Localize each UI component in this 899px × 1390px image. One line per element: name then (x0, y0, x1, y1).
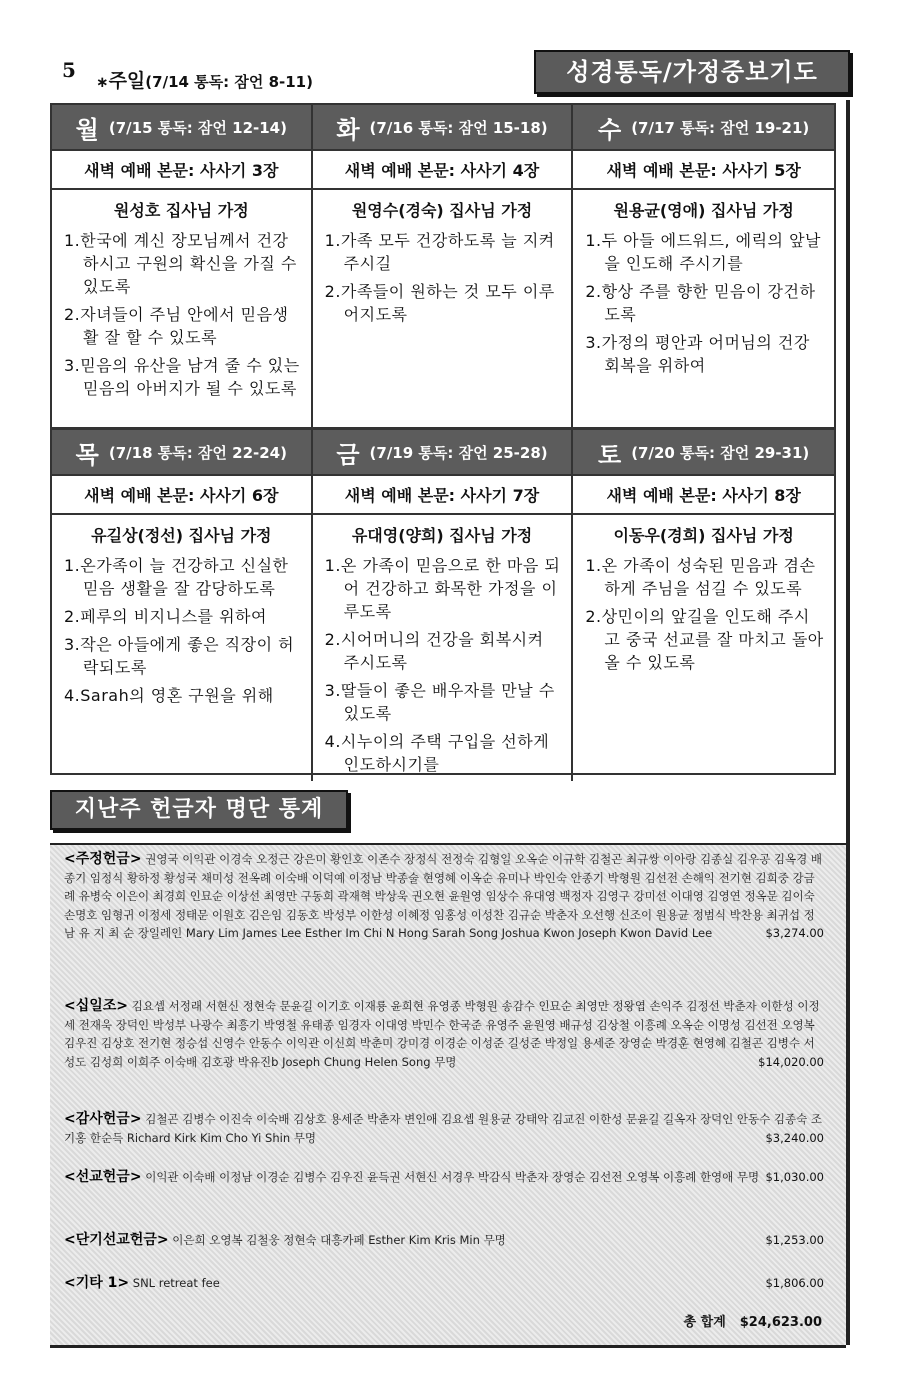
prayer-list (573, 554, 834, 679)
offering-group (64, 850, 824, 943)
total-label: 총 합계 (683, 1315, 726, 1330)
day-cell-sat (573, 430, 834, 781)
prayer-item: 2.항상 주를 향한 믿음이 강건하도록 (585, 282, 816, 324)
day-header (52, 105, 311, 149)
day-reading: (7/16 통독: 잠언 15-18) (369, 118, 548, 137)
offering-names: 권영국 이익관 이경숙 오정근 강은미 황인호 이존수 장정식 전정숙 김형일 오옥순 이규학 김철곤 최규쌍 이아랑 김종실 김우공 김옥경 배종기 임정식 황하정 황성국 채미성 전옥례 이숙배 이덕예 이정남 박종술 현영혜 이옥순 유미나 박인숙 안종기 박형원 김선전 손해익 전기현 김희중 강금례 유병숙 이은이 최경희 인묘순 이상선 최영만 구동희 곽재혁 박상욱 권오현 윤원영 임상수 유대영 백정자 김영구 강미선 이대영 김영연 정옥문 김이숙 손명호 임형귀 이정세 정태문 이원호 김은임 김동호 박성부 이한성 이혜정 임홍성 이성찬 김규순 박춘자 오선행 신조이 원용균 정범식 박찬용 최귀섭 정 남 유 지 최 순 장일레인 Mary Lim James Lee Esther Im Chi N Hong Sarah Song Joshua Kwon Joseph Kwon David Lee (64, 852, 823, 941)
sunday-label: 주일 (108, 70, 146, 92)
offering-list (50, 843, 846, 1348)
prayer-list (313, 554, 572, 781)
offering-names: 김요셉 서정래 서현신 정현숙 문윤길 이기호 이재룡 윤희현 유영종 박형원 송감수 인묘순 최영만 정왕엽 손익주 김정선 박춘자 이한성 이정세 전재욱 장덕인 박성부 나광수 최흥기 박영철 유태종 임경자 이대영 박민수 한국준 유영주 윤원영 배규성 김상철 이흥례 오옥순 이명성 김선전 오영복 김우진 김상호 전기현 정승섭 신영수 안동수 이익관 이신희 박춘미 강미경 이경순 이성준 길성준 박정일 용세준 장영순 박경훈 현영혜 김철곤 김병수 서성도 김성희 이희주 이숙배 김호광 박유진b Joseph Chung Helen Song 무명 (64, 999, 820, 1069)
prayer-item: 1.온가족이 늘 건강하고 신실한 믿음 생활을 잘 감당하도록 (64, 556, 289, 598)
prayer-item: 2.페루의 비지니스를 위하여 (64, 607, 267, 626)
prayer-item: 1.가족 모두 건강하도록 늘 지켜 주시길 (324, 231, 555, 273)
offering-label: <선교헌금> (64, 1169, 142, 1185)
offering-group (64, 1231, 824, 1250)
offering-names: SNL retreat fee (132, 1276, 220, 1290)
prayer-item: 3.믿음의 유산을 남겨 줄 수 있는 믿음의 아버지가 될 수 있도록 (64, 356, 300, 398)
dawn-passage: 새벽 예배 본문: 사사기 7장 (313, 474, 572, 515)
day-name: 목 (75, 440, 99, 469)
prayer-item: 4.Sarah의 영혼 구원을 위해 (64, 686, 274, 705)
offering-title: 지난주 헌금자 명단 통계 (50, 790, 348, 830)
day-name: 토 (598, 440, 622, 469)
family-name: 원성호 집사님 가정 (113, 201, 249, 220)
offering-group (64, 1168, 824, 1187)
day-header (573, 105, 834, 149)
family-name: 유대영(양희) 집사님 가정 (351, 526, 533, 545)
dawn-passage: 새벽 예배 본문: 사사기 3장 (52, 149, 311, 190)
prayer-list (52, 229, 311, 405)
day-cell-thu (52, 430, 313, 781)
day-name: 수 (598, 115, 622, 144)
offering-total (684, 1311, 822, 1330)
prayer-item: 1.두 아들 에드워드, 에릭의 앞날을 인도해 주시기를 (585, 231, 821, 273)
offering-label: <주정헌금> (64, 851, 142, 867)
section-title: 성경통독/가정중보기도 (534, 50, 850, 94)
bullet-icon: ∗ (96, 73, 109, 91)
prayer-item: 2.상민이의 앞길을 인도해 주시고 중국 선교를 잘 마치고 돌아올 수 있도록 (585, 607, 824, 672)
dawn-passage: 새벽 예배 본문: 사사기 4장 (313, 149, 572, 190)
prayer-list (313, 229, 572, 331)
day-reading: (7/20 통독: 잠언 29-31) (631, 443, 810, 462)
prayer-list (52, 554, 311, 712)
dawn-passage: 새벽 예배 본문: 사사기 8장 (573, 474, 834, 515)
prayer-list (573, 229, 834, 382)
dawn-passage: 새벽 예배 본문: 사사기 6장 (52, 474, 311, 515)
prayer-item: 4.시누이의 주택 구입을 선하게 인도하시기를 (324, 732, 550, 774)
day-reading: (7/19 통독: 잠언 25-28) (369, 443, 548, 462)
day-header (313, 105, 572, 149)
prayer-item: 3.가정의 평안과 어머님의 건강회복을 위하여 (585, 333, 810, 375)
day-cell-tue (313, 105, 574, 430)
prayer-item: 2.자녀들이 주님 안에서 믿음생활 잘 할 수 있도록 (64, 305, 289, 347)
family-name: 원영수(경숙) 집사님 가정 (351, 201, 533, 220)
prayer-item: 2.시어머니의 건강을 회복시켜 주시도록 (324, 630, 544, 672)
day-name: 화 (336, 115, 360, 144)
prayer-item: 3.작은 아들에게 좋은 직장이 허락되도록 (64, 635, 295, 677)
offering-label: <기타 1> (64, 1275, 130, 1291)
prayer-grid (50, 103, 836, 775)
day-cell-mon (52, 105, 313, 430)
prayer-item: 1.온 가족이 성숙된 믿음과 겸손하게 주님을 섬길 수 있도록 (585, 556, 816, 598)
offering-names: 이은희 오영복 김철웅 정현숙 대흥카페 Esther Kim Kris Min 무명 (172, 1233, 506, 1247)
offering-names: 김철곤 김병수 이진숙 이숙배 김상호 용세준 박춘자 변인애 김요셉 원용균 강태악 김교진 이한성 문윤길 길옥자 장덕인 안동수 김종숙 조기홍 한순득 Richard Kirk Kim Cho Yi Shin 무명 (64, 1112, 823, 1145)
day-reading: (7/15 통독: 잠언 12-14) (108, 118, 287, 137)
offering-amount: $3,274.00 (765, 926, 824, 941)
total-amount: $24,623.00 (739, 1315, 822, 1330)
offering-label: <단기선교헌금> (64, 1232, 169, 1248)
day-header (573, 430, 834, 474)
prayer-item: 1.온 가족이 믿음으로 한 마음 되어 건강하고 화목한 가정을 이루도록 (324, 556, 561, 621)
offering-amount: $1,806.00 (765, 1276, 824, 1290)
sunday-reading (96, 66, 313, 93)
family-name: 유길상(정선) 집사님 가정 (91, 526, 272, 545)
day-name: 월 (75, 115, 99, 144)
day-reading: (7/18 통독: 잠언 22-24) (108, 443, 287, 462)
day-name: 금 (336, 440, 360, 469)
offering-amount: $14,020.00 (758, 1054, 824, 1069)
family-name: 이동우(경희) 집사님 가정 (613, 526, 794, 545)
prayer-item: 2.가족들이 원하는 것 모두 이루어지도록 (324, 282, 555, 324)
day-header (52, 430, 311, 474)
offering-amount: $3,240.00 (765, 1130, 824, 1145)
offering-amount: $1,030.00 (765, 1170, 824, 1184)
offering-group (64, 1274, 824, 1293)
offering-group (64, 997, 824, 1071)
page-number: 5 (62, 58, 76, 82)
sunday-reading-text: (7/14 통독: 잠언 8-11) (145, 73, 313, 91)
dawn-passage: 새벽 예배 본문: 사사기 5장 (573, 149, 834, 190)
day-cell-fri (313, 430, 574, 781)
right-border-line (846, 100, 850, 1345)
offering-amount: $1,253.00 (765, 1233, 824, 1247)
day-reading: (7/17 통독: 잠언 19-21) (631, 118, 810, 137)
offering-label: <십일조> (64, 998, 129, 1014)
offering-group (64, 1110, 824, 1147)
family-name: 원용균(영애) 집사님 가정 (613, 201, 794, 220)
prayer-item: 3.딸들이 좋은 배우자를 만날 수 있도록 (324, 681, 555, 723)
prayer-item: 1.한국에 계신 장모님께서 건강하시고 구원의 확신을 가질 수 있도록 (64, 231, 297, 296)
offering-names: 이익관 이숙배 이정남 이경순 김병수 김우진 윤득권 서현신 서경우 박감식 박춘자 장영순 김선전 오영복 이흥례 한영애 무명 (145, 1170, 760, 1184)
day-header (313, 430, 572, 474)
offering-label: <감사헌금> (64, 1111, 142, 1127)
day-cell-wed (573, 105, 834, 430)
